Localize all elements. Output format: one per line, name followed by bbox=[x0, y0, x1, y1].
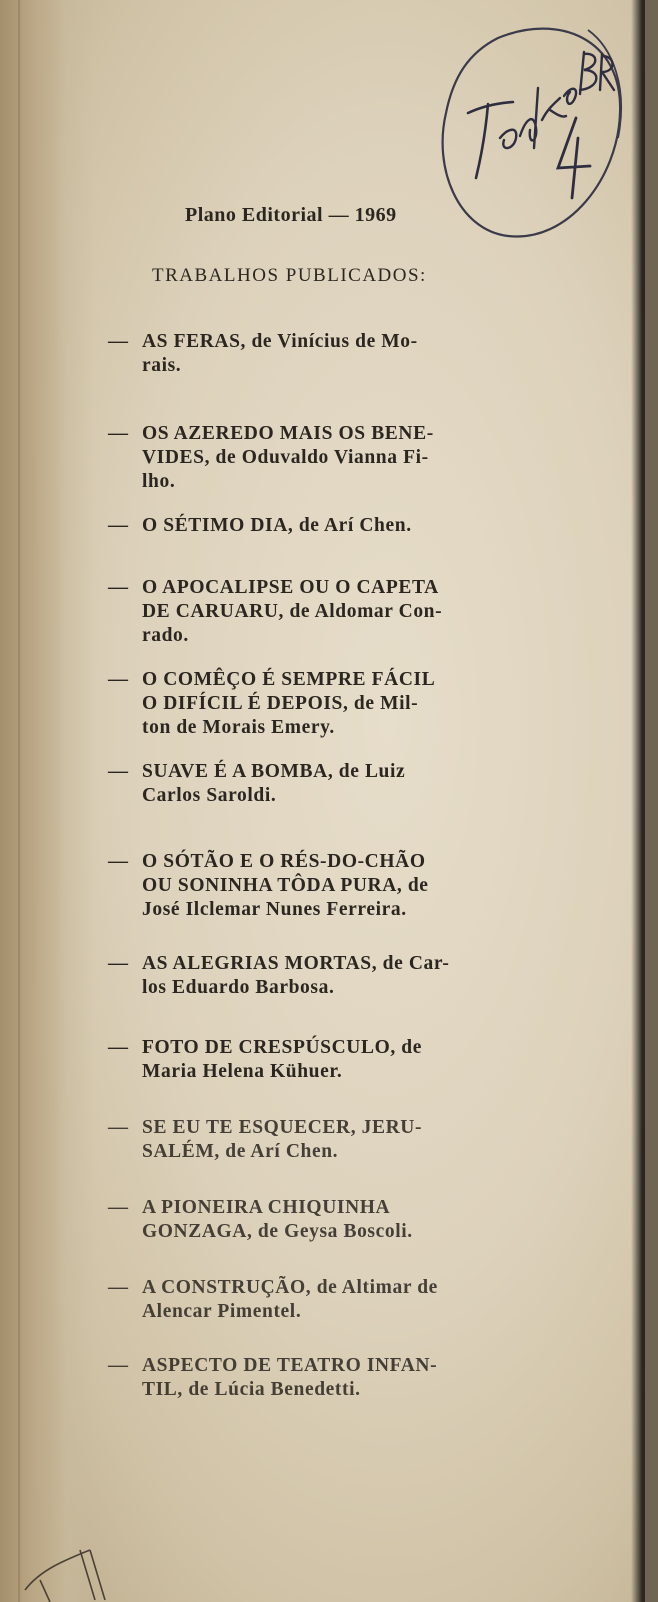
handwritten-stamp-icon bbox=[438, 18, 628, 243]
item-line: SUAVE É A BOMBA, de Luiz bbox=[142, 761, 406, 782]
item-line: AS ALEGRIAS MORTAS, de Car- bbox=[142, 953, 450, 974]
item-line: VIDES, de Oduvaldo Vianna Fi- bbox=[142, 447, 429, 468]
item-line: FOTO DE CRESPÚSCULO, de bbox=[142, 1037, 422, 1058]
item-dash: — bbox=[108, 952, 128, 974]
page-heading: Plano Editorial — 1969 bbox=[185, 204, 397, 226]
item-line: A PIONEIRA CHIQUINHA bbox=[142, 1197, 391, 1218]
list-item bbox=[100, 514, 530, 576]
list-item bbox=[100, 760, 530, 850]
worn-left-edge bbox=[0, 0, 95, 1602]
item-line: SALÉM, de Arí Chen. bbox=[142, 1141, 339, 1162]
item-dash: — bbox=[108, 1354, 128, 1376]
item-line: OU SONINHA TÔDA PURA, de bbox=[142, 875, 429, 896]
item-line: Carlos Saroldi. bbox=[142, 785, 277, 806]
item-dash: — bbox=[108, 1036, 128, 1058]
list-item bbox=[100, 1276, 530, 1354]
published-works-list bbox=[100, 330, 530, 1414]
item-dash: — bbox=[108, 1196, 128, 1218]
item-line: ton de Morais Emery. bbox=[142, 717, 335, 738]
item-line: José Ilclemar Nunes Ferreira. bbox=[142, 899, 407, 920]
list-item bbox=[100, 576, 530, 668]
section-subheading: TRABALHOS PUBLICADOS: bbox=[152, 265, 427, 286]
list-item bbox=[100, 850, 530, 952]
item-dash: — bbox=[108, 514, 128, 536]
list-item bbox=[100, 330, 530, 422]
list-item bbox=[100, 1116, 530, 1196]
item-dash: — bbox=[108, 576, 128, 598]
item-line: OS AZEREDO MAIS OS BENE- bbox=[142, 423, 434, 444]
item-line: O SÉTIMO DIA, de Arí Chen. bbox=[142, 515, 412, 536]
item-line: ASPECTO DE TEATRO INFAN- bbox=[142, 1355, 438, 1376]
item-line: rado. bbox=[142, 625, 189, 646]
list-item bbox=[100, 952, 530, 1036]
item-line: rais. bbox=[142, 355, 182, 376]
item-dash: — bbox=[108, 850, 128, 872]
list-item bbox=[100, 1354, 530, 1414]
item-line: los Eduardo Barbosa. bbox=[142, 977, 335, 998]
item-line: DE CARUARU, de Aldomar Con- bbox=[142, 601, 443, 622]
item-line: O SÓTÃO E O RÉS-DO-CHÃO bbox=[142, 851, 426, 872]
list-item bbox=[100, 1036, 530, 1116]
item-line: lho. bbox=[142, 471, 176, 492]
list-item bbox=[100, 422, 530, 514]
item-line: O APOCALIPSE OU O CAPETA bbox=[142, 577, 439, 598]
item-dash: — bbox=[108, 668, 128, 690]
spine-crease bbox=[18, 0, 20, 1602]
item-line: GONZAGA, de Geysa Boscoli. bbox=[142, 1221, 413, 1242]
item-line: A CONSTRUÇÃO, de Altimar de bbox=[142, 1277, 438, 1298]
corner-scribble-icon bbox=[20, 1520, 110, 1602]
list-item bbox=[100, 1196, 530, 1276]
item-line: SE EU TE ESQUECER, JERU- bbox=[142, 1117, 423, 1138]
item-line: AS FERAS, de Vinícius de Mo- bbox=[142, 331, 418, 352]
item-dash: — bbox=[108, 760, 128, 782]
item-dash: — bbox=[108, 1116, 128, 1138]
item-line: TIL, de Lúcia Benedetti. bbox=[142, 1379, 361, 1400]
item-line: O DIFÍCIL É DEPOIS, de Mil- bbox=[142, 693, 419, 714]
item-line: Alencar Pimentel. bbox=[142, 1301, 302, 1322]
item-dash: — bbox=[108, 1276, 128, 1298]
item-line: Maria Helena Kühuer. bbox=[142, 1061, 343, 1082]
list-item bbox=[100, 668, 530, 760]
page-shadow-edge bbox=[631, 0, 645, 1602]
item-line: O COMÊÇO É SEMPRE FÁCIL bbox=[142, 669, 436, 690]
item-dash: — bbox=[108, 422, 128, 444]
item-dash: — bbox=[108, 330, 128, 352]
